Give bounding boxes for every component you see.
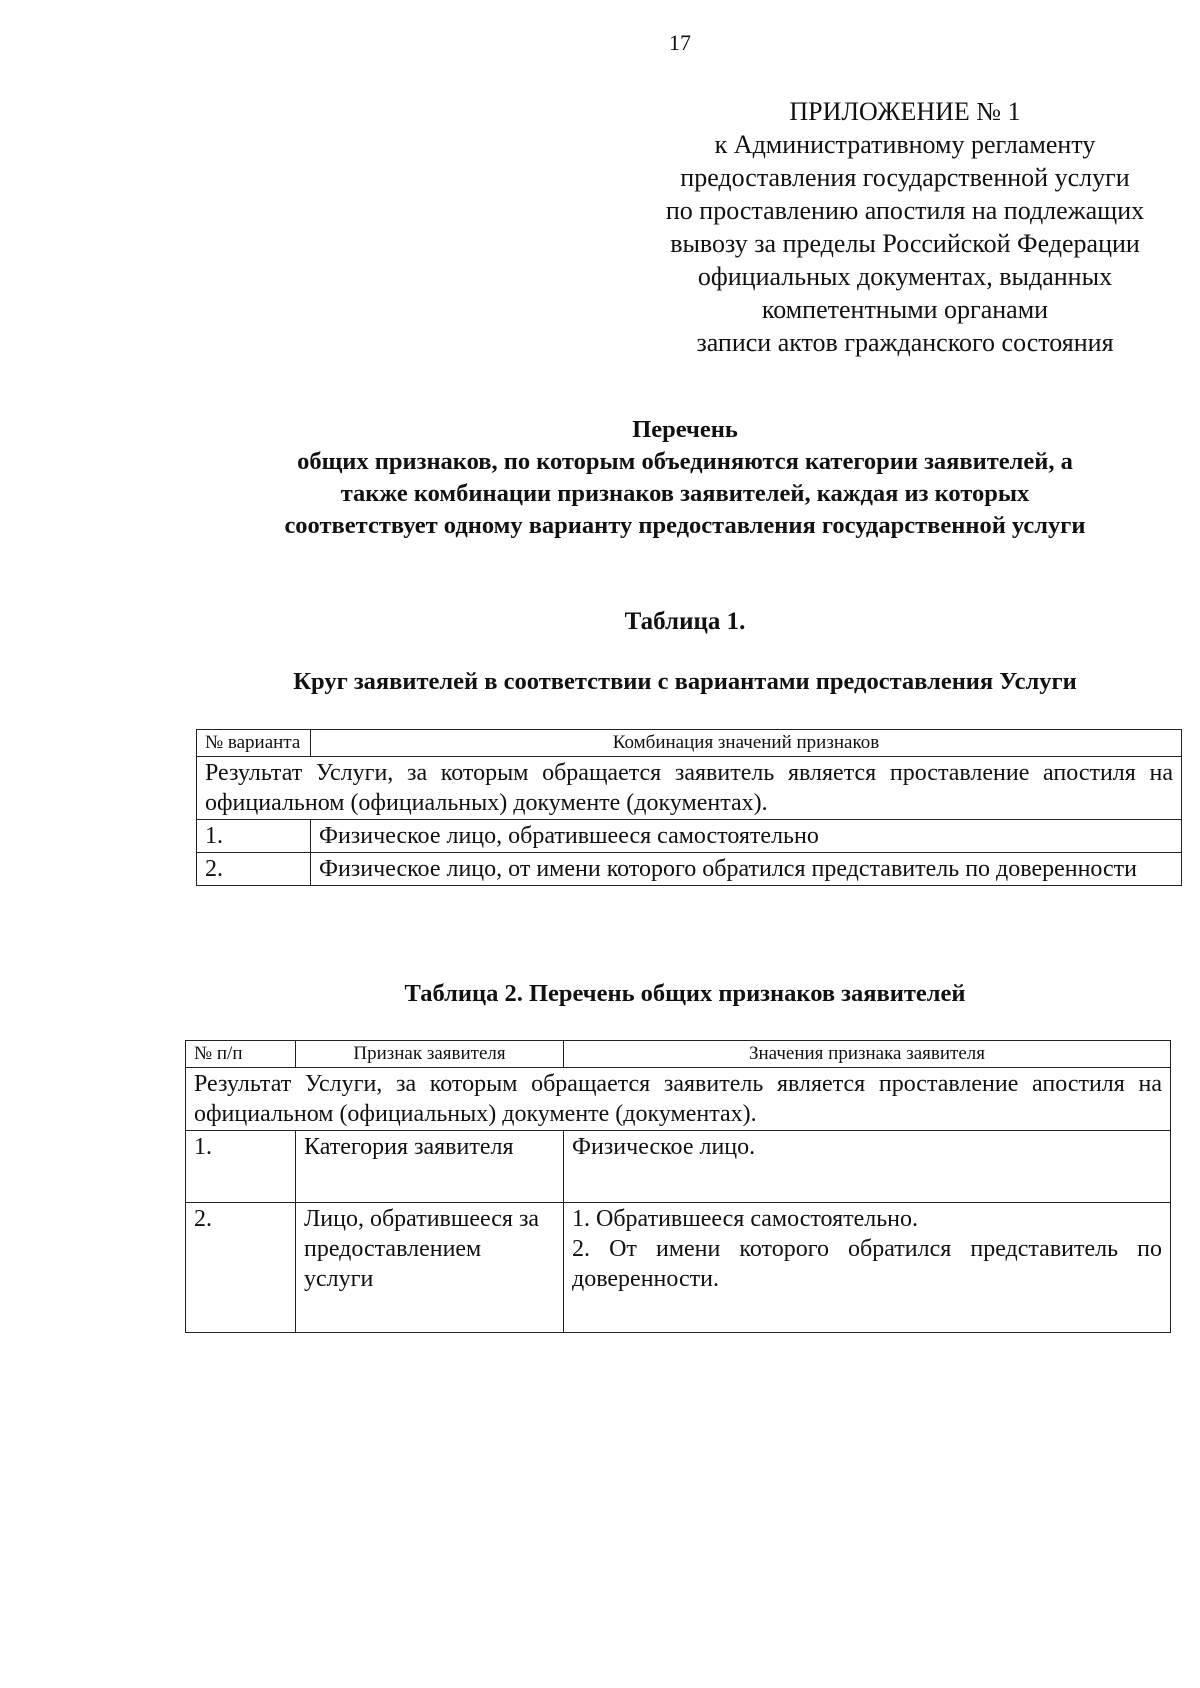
appendix-line: вывозу за пределы Российской Федерации [670,229,1140,258]
appendix-line: к Административному регламенту [714,130,1096,159]
document-title [180,414,1190,542]
table-row [197,820,1182,853]
table1-row-number: 2. [197,853,311,886]
appendix-header [625,95,1185,359]
table2-value-item: 1. Обратившееся самостоятельно. [572,1206,919,1232]
table2-header-number: № п/п [186,1041,296,1068]
table-row [197,853,1182,886]
appendix-title: ПРИЛОЖЕНИЕ № 1 [789,97,1021,126]
table2-result-row [186,1068,1171,1131]
table2-row-attribute: Категория заявителя [296,1131,564,1203]
appendix-line: по проставлению апостиля на подлежащих [665,196,1145,225]
document-title-line: соответствует одному варианту предоставления государственной услуги [284,512,1086,539]
table1-subtitle: Круг заявителей в соответствии с вариантами предоставления Услуги [293,668,1077,695]
table2-row-number: 1. [186,1131,296,1203]
appendix-line: официальных документах, выданных [697,262,1113,291]
appendix-line: записи актов гражданского состояния [696,328,1114,357]
table2-header-attribute: Признак заявителя [296,1041,564,1068]
table2-value-item: Физическое лицо. [572,1134,756,1160]
table1-row-number: 1. [197,820,311,853]
table-row [186,1131,1171,1203]
document-title-line: общих признаков, по которым объединяются категории заявителей, а [297,448,1073,475]
document-title-line: также комбинации признаков заявителей, каждая из которых [340,480,1030,507]
table-row [186,1203,1171,1333]
appendix-line: предоставления государственной услуги [680,163,1130,192]
table1-result-row [197,757,1182,820]
page-number: 17 [669,30,691,55]
appendix-line: компетентными органами [761,295,1049,324]
table1-header-number: № варианта [197,730,311,757]
table2-row-attribute: Лицо, обратившееся за предоставлением услуги [296,1203,564,1333]
table1-caption: Таблица 1. [624,608,746,635]
table2-row-number: 2. [186,1203,296,1333]
table2-value-item: 2. От имени которого обратился представитель по доверенности. [572,1236,1162,1292]
table1-row-text: Физическое лицо, от имени которого обратился представитель по доверенности [311,853,1182,886]
table1 [196,729,1182,886]
table2 [185,1040,1171,1333]
document-title-heading: Перечень [632,416,738,443]
table1-header-combination: Комбинация значений признаков [311,730,1182,757]
table1-row-text: Физическое лицо, обратившееся самостоятельно [311,820,1182,853]
table2-header-values: Значения признака заявителя [564,1041,1171,1068]
table2-caption: Таблица 2. Перечень общих признаков заявителей [404,980,966,1007]
table2-row-values [564,1203,1171,1333]
table2-header-row [186,1041,1171,1068]
table1-result-cell: Результат Услуги, за которым обращается заявитель является проставление апостиля на официальном (официальных) документе (документах). [197,757,1182,820]
table2-result-cell: Результат Услуги, за которым обращается заявитель является проставление апостиля на официальном (официальных) документе (документах). [186,1068,1171,1131]
table2-row-values [564,1131,1171,1203]
table1-header-row [197,730,1182,757]
